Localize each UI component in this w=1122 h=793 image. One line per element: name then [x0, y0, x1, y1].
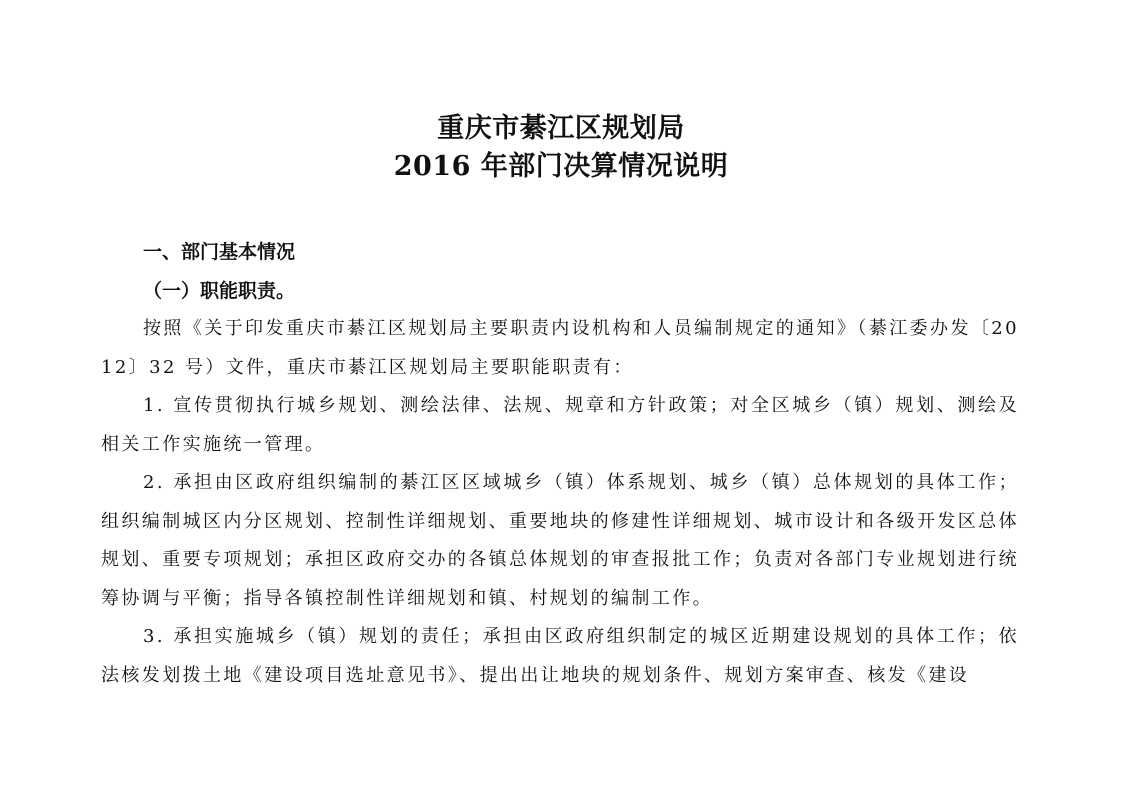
subsection-heading-duties: （一）职能职责。 — [143, 279, 296, 302]
section-heading-basic-info: 一、部门基本情况 — [143, 241, 296, 263]
paragraph-item-2: 2. 承担由区政府组织编制的綦江区区域城乡（镇）体系规划、城乡（镇）总体规划的具体工作；组织编制城区内分区规划、控制性详细规划、重要地块的修建性详细规划、城市设计和各级开发区总体规划、重要专项规划；承担区政府交办的各镇总体规划的审查报批工作；负责对各部门专业规划进行统筹协调与平衡；指导各镇控制性详细规划和镇、村规划的编制工作。 — [101, 472, 1019, 609]
document-body — [101, 233, 1019, 695]
paragraph-intro: 按照《关于印发重庆市綦江区规划局主要职责内设机构和人员编制规定的通知》（綦江委办发〔2012〕32 号）文件，重庆市綦江区规划局主要职能职责有： — [101, 318, 1019, 378]
title-line-1: 重庆市綦江区规划局 — [437, 113, 685, 144]
paragraph-item-1: 1. 宣传贯彻执行城乡规划、测绘法律、法规、规章和方针政策；对全区城乡（镇）规划、测绘及相关工作实施统一管理。 — [101, 395, 1019, 455]
paragraph-item-3: 3. 承担实施城乡（镇）规划的责任；承担由区政府组织制定的城区近期建设规划的具体工作；依法核发划拨土地《建设项目选址意见书》、提出出让地块的规划条件、规划方案审查、核发《建设 — [101, 626, 1019, 686]
title-line-2: 2016 年部门决算情况说明 — [393, 151, 729, 182]
document-title — [0, 110, 1122, 186]
